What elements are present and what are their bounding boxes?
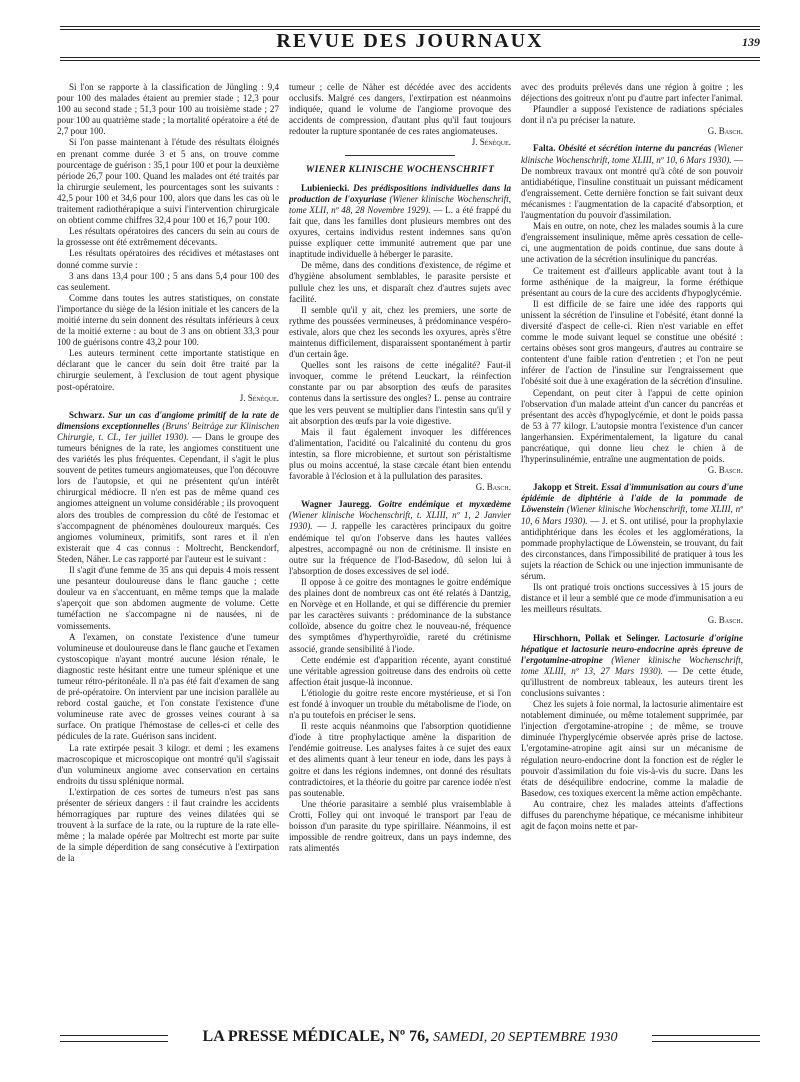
article-text: — J. rappelle les caractères principaux du goitre endémique tel qu'on l'observe dans les hautes vallées alpestres, accompagné ou non de crétinisme. Il insiste en outre sur la fréquence de l'Iod-Basedow, dû selon lui à l'absorption de doses excessives de sel iodé. (289, 521, 511, 576)
footer-rule-left (60, 1035, 168, 1042)
article-author: Jakopp et Streit. (533, 482, 599, 493)
article-author: Hirschhorn, Pollak et Selinger. (533, 632, 660, 643)
paragraph: Pfaundler a supposé l'existence de radiations spéciales dont il n'a pu préciser la nature. (521, 104, 743, 126)
paragraph: Comme dans toutes les autres statistiques, on constate l'importance du siège de la lésion initiale et les cancers de la moitié interne du sein donnent des résultats inférieurs à ceux de la moitié externe : au bout de 3 ans on obtient 33,3 pour 100 de guérisons contre 43,2 pour 100. (57, 292, 279, 348)
paragraph: De même, dans des conditions d'existence, de régime et d'hygiène absolument semblables, le parasite persiste et pullule chez les uns, et disparaît chez d'autres sujets avec facilité. (289, 260, 511, 304)
article-lubieniecki (289, 183, 511, 261)
footer-date: SAMEDI, 20 SEPTEMBRE 1930 (433, 1030, 618, 1045)
column-1 (57, 82, 279, 1027)
article-author: Lubieniecki. (301, 182, 350, 193)
author-signature: J. Sénèque. (471, 137, 511, 148)
author-signature: G. Basch. (475, 482, 511, 493)
article-wagner-jauregg (289, 499, 511, 577)
paragraph: Si l'on passe maintenant à l'étude des résultats éloignés en prenant comme durée 3 et 5 ans, on trouve comme pourcentage de guérison : 35,1 pour 100 et pour la deuxième période 26,7 pour 100. Quand les malades ont été traités par la chirurgie seulement, les pourcentages sont les suivants : 42,5 pour 100 et 34,6 pour 100, alors que dans les cas où le traitement radiothérapique a suivi l'intervention chirurgicale on obtient comme chiffres 32,4 pour 100 et 16,7 pour 100. (57, 137, 279, 226)
article-title: Essai d'immunisation au cours d'une épidémie de diphtérie à l'aide de la pommade de Löwenstein (521, 482, 743, 515)
footer-journal: LA PRESSE MÉDICALE, Nº 76, (202, 1028, 430, 1045)
section-heading: WIENER KLINISCHE WOCHENSCHRIFT (305, 163, 495, 175)
paragraph: Il est difficile de se faire une idée des rapports qui unissent la sécrétion de l'insuline et l'obésité, étant donné la diversité d'aspect de celle-ci. Rien n'est variable en effet comme le mode suivant lequel se constitue une obésité : certains obèses sont gros mangeurs, d'autres au contraire se contentent d'une faible ration d'entretien ; et l'on ne peut inférer de l'action de l'insuline sur l'engraissement que l'obésité soit due à une exagération de la sécrétion d'insuline. (521, 298, 743, 387)
paragraph: Il oppose à ce goitre des montagnes le goitre endémique des plaines dont de nombreux cas ont été relatés à Dantzig, en Norvège et en Hollande, et qui se différencie du premier par les caractères suivants : prédominance de la substance colloïde, absence du goitre chez le nouveau-né, fréquence des symptômes d'hyperthyroïdie, rareté du crétinisme associé, grande sensibilité à l'iode. (289, 576, 511, 654)
article-author: Wagner Jauregg. (301, 499, 372, 510)
article-falta (521, 143, 743, 221)
paragraph: Ce traitement est d'ailleurs applicable avant tout à la forme asthénique de la maigreur, la forme éréthique présentant au cours de la cure des accidents d'hypoglycémie. (521, 265, 743, 298)
article-journal: (Bruns' Beiträge zur Klinischen Chirurgie, t. CL, 1er juillet 1930). (57, 420, 279, 442)
article-hirschhorn (521, 633, 743, 700)
article-text: — J. et S. ont utilisé, pour la prophylaxie antidiphtérique dans les écoles et les agglomérations, la pommade prophylactique de Löwenstein, se trouvant, du fait des circonstances, dans l'impossibilité de pratiquer à tous les sujets la réaction de Schick ou une injection immunisante de sérum. (521, 515, 743, 582)
header-rule-top-1 (60, 26, 760, 27)
paragraph: A l'examen, on constate l'existence d'une tumeur volumineuse et douloureuse dans le flanc gauche et l'examen cystoscopique n'ayant montré aucune lésion rénale, le diagnostic reste hésitant entre une tumeur splénique et une tumeur rétro-péritonéale. Il n'a pas été fait d'examen de sang de pré-opératoire. On intervient par une incision parallèle au rebord costal gauche, et l'on constate l'existence d'une volumineuse rate avec de grosses veines courant à sa surface. On pratique l'hémostase de celles-ci et celle des pédicules de la rate. Guérison sans incident. (57, 631, 279, 742)
article-text: — L. a été frappé du fait que, dans les familles dont plusieurs membres ont des oxyures, certains individus restent indemnes sans qu'on puisse expliquer cette immunité autrement que par une inaptitude individuelle à héberger le parasite. (289, 204, 511, 260)
article-journal: (Wiener klinische Wochenschrift, tome XLIII, nº 10, 6 Mars 1930). (521, 504, 743, 526)
paragraph: Les résultats opératoires des récidives et métastases ont donné comme survie : (57, 248, 279, 270)
paragraph: Chez les sujets à foie normal, la lactosurie alimentaire est notablement diminuée, ou même totalement supprimée, par l'injection d'ergotamine-atropine ; de même, se trouve diminuée l'hyperglycémie observée après prise de lactose. L'ergotamine-atropine agit ainsi sur un mécanisme de régulation neuro-endocrine dont la fonction est de régler le pouvoir d'assimilation du foie vis-à-vis du sucre. Dans les états de déséquilibre endocrine, comme la maladie de Basedow, ces toxiques exercent la même action empêchante. (521, 699, 743, 798)
column-3 (521, 82, 743, 1027)
article-schwarz (57, 410, 279, 565)
paragraph: Il s'agit d'une femme de 35 ans qui depuis 4 mois ressent une pesanteur douloureuse dans le flanc gauche ; cette douleur va en s'accentuant, en même temps que la malade s'aperçoit que son abdomen augmente de volume. Cette tuméfaction ne s'accompagne ni de nausées, ni de vomissements. (57, 565, 279, 631)
section-divider (345, 155, 455, 156)
article-title: Des prédispositions individuelles dans la production de l'oxyuriase (289, 182, 511, 204)
paragraph: Ils ont pratiqué trois onctions successives à 15 jours de distance et il leur a semblé que ce mode d'immunisation a eu les meilleurs résultats. (521, 582, 743, 615)
paragraph: tumeur ; celle de Näher est décédée avec des accidents occlusifs. Malgré ces dangers, l'extirpation est néanmoins indiquée, quand le volume de l'angiome provoque des accidents de compression, d'autant plus qu'il faut toujours redouter la rupture spontanée de ces rates angiomateuses. (289, 82, 511, 137)
paragraph: Les auteurs terminent cette importante statistique en déclarant que le cancer du sein doit être traité par la chirurgie seulement, à l'exclusion de tout agent physique post-opératoire. (57, 348, 279, 392)
paragraph: Au contraire, chez les malades atteints d'affections diffuses du parenchyme hépatique, ce mécanisme inhibiteur agit de façon moins nette et par- (521, 798, 743, 832)
article-title: Sur un cas d'angiome primitif de la rate de dimensions exceptionnelles (57, 409, 279, 431)
paragraph: Cependant, on peut citer à l'appui de cette opinion l'observation d'un malade atteint d'un cancer du pancréas et présentant des accès d'hypoglycémie, et dont le poids passa de 53 à 77 kilogr. L'autopsie montra l'existence d'un cancer langerhansien. Expérimentalement, la ligature du canal pancréatique, qui donne lieu chez le chien à de l'hyperinsulinémie, entraîne une augmentation de poids. (521, 387, 743, 465)
paragraph: Il reste acquis néanmoins que l'absorption quotidienne d'iode à titre prophylactique amène la disparition de l'endémie goitreuse. Les analyses faites à ce sujet des eaux et des aliments quant à leur teneur en iode, dans les pays à goitre et dans les régions indemnes, ont donné des résultats contradictoires, et la théorie du goitre par carence iodée n'est pas soutenable. (289, 721, 511, 798)
article-text: — De cette étude, qu'illustrent de nombreux tableaux, les auteurs tirent les conclusions suivantes : (521, 665, 743, 698)
author-signature: J. Sénèque. (239, 392, 279, 403)
paragraph: Une théorie parasitaire a semblé plus vraisemblable à Crotti, Folley qui ont invoqué le transport par l'eau de boisson d'un parasite du type spirillaire. Néanmoins, il est impossible de rendre goitreux, dans un pays indemne, des rats alimentés (289, 798, 511, 854)
paragraph: Il semble qu'il y ait, chez les premiers, une sorte de rythme des poussées vermineuses, à prédominance vespéro-estivale, alors que chez les seconds les oxyures, après s'être maintenus difficilement, disparaissent spontanément à partir d'un certain âge. (289, 304, 511, 360)
paragraph: 3 ans dans 13,4 pour 100 ; 5 ans dans 5,4 pour 100 des cas seulement. (57, 270, 279, 292)
paragraph: La rate extirpée pesait 3 kilogr. et demi ; les examens macroscopique et microscopique ont montré qu'il s'agissait d'un volumineux angiome avec conservation en certains endroits du tissu splénique normal. (57, 742, 279, 786)
paragraph: Cette endémie est d'apparition récente, ayant constitué une véritable agression goitreuse dans des endroits où cette affection était jusque-là inconnue. (289, 654, 511, 687)
paragraph: Si l'on se rapporte à la classification de Jüngling : 9,4 pour 100 des malades étaient au premier stade ; 12,3 pour 100 au second stade ; 51,3 pour 100 au troisième stade ; 27 pour 100 au quatrième stade ; la mortalité opératoire a été de 2,7 pour 100. (57, 82, 279, 137)
paragraph: Les résultats opératoires des cancers du sein au cours de la grossesse ont été extrêmement décevants. (57, 226, 279, 248)
paragraph: Mais il faut également invoquer les différences d'alimentation, l'acidité ou l'alcalinité du contenu du gros intestin, sa flore microbienne, et surtout son péristaltisme plus ou moins accentué, la stase cæcale étant bien entendu favorable à l'éclosion et à la pullulation des parasites. (289, 426, 511, 482)
article-text: — De nombreux travaux ont montré qu'à côté de son pouvoir antidiabétique, l'insuline constituait un puissant médicament d'engraissement. Cette dernière fonction se fait suivant deux mécanismes : l'augmentation de la capacité d'absorption, et l'augmentation du pouvoir d'assimilation. (521, 154, 743, 221)
article-title: Lactosurie d'origine hépatique et lactosurie neuro-endocrine après épreuve de l'ergotamine-atropine (521, 632, 743, 665)
article-journal: (Wiener klinische Wochenschrift, tome XLIII, nº 10, 6 Mars 1930). (521, 143, 743, 165)
paragraph: Quelles sont les raisons de cette inégalité? Faut-il invoquer, comme le prétend Leuckart, la réinfection constante par ou par absorption des œufs de parasites contenus dans la sertissure des ongles? L. pense au contraire que les vers peuvent se multiplier dans l'intestin sans qu'il y ait absorption des œufs par la voie digestive. (289, 360, 511, 426)
article-title: Obésité et sécrétion interne du pancréas (558, 143, 712, 154)
page-header (60, 26, 760, 66)
page-number: 139 (742, 35, 760, 49)
author-signature: G. Basch. (707, 615, 743, 626)
header-rule-bottom-1 (60, 57, 760, 58)
article-jakopp-streit (521, 482, 743, 582)
article-author: Falta. (533, 143, 556, 154)
author-signature: G. Basch. (707, 465, 743, 476)
article-title: Goitre endémique et myxœdème (378, 499, 511, 510)
article-journal: (Wiener klinische Wochenschrift, t. XLIII, nº 1, 2 Janvier 1930). (289, 510, 511, 532)
header-rule-bottom-2 (60, 60, 760, 61)
article-text: — Dans le groupe des tumeurs bénignes de la rate, les angiomes constituent une des variétés les plus fréquentes. Cependant, il s'agit le plus souvent de petites tumeurs angiomateuses, que l'on découvre lors de l'autopsie, et qui ne présentent qu'un intérêt chirurgical médiocre. Il n'en est pas de même quand ces angiomes atteignent un volume considérable ; ils provoquent alors des troubles de compression du côté de l'estomac et s'accompagnent de phénomènes douloureux marqués. Ces angiomes volumineux, primitifs, sont rares et il n'en existerait que 4 cas connus : Moltrecht, Benckendorf, Steden, Näher. Le cas rapporté par l'auteur est le suivant : (57, 431, 279, 564)
paragraph: avec des produits prélevés dans une région à goitre ; les déjections des goitreux n'ont pu d'autre part infecter l'animal. (521, 82, 743, 104)
page-footer (60, 1028, 760, 1050)
paragraph: L'étiologie du goitre reste encore mystérieuse, et si l'on est fondé à invoquer un trouble du métabolisme de l'iode, on n'a pu toutefois en préciser le sens. (289, 687, 511, 721)
footer-rule-right (652, 1035, 760, 1042)
article-journal: (Wiener klinische Wochenschrift, tome XLII, nº 48, 28 Novembre 1929). (289, 193, 511, 215)
author-signature: G. Basch. (707, 126, 743, 137)
article-journal: (Wiener klinische Wochenschrift, tome XLIII, nº 13, 27 Mars 1930). (521, 654, 743, 676)
paragraph: Mais en outre, on note, chez les malades soumis à la cure d'engraissement insulinique, même après cessation de celle-ci, une augmentation de poids continue, due sans doute à une activation de la sécrétion insulinique du pancréas. (521, 221, 743, 265)
column-2 (289, 82, 511, 1027)
running-title: REVUE DES JOURNAUX (276, 30, 544, 52)
paragraph: L'extirpation de ces sortes de tumeurs n'est pas sans présenter de sérieux dangers : il faut craindre les accidents hémorragiques par rupture des veines dilatées qui se trouvent à la surface de la rate, ou la rupture de la rate elle-même ; la malade opérée par Moltrecht est morte par suite de la simple déperdition de sang consécutive à l'extirpation de la (57, 786, 279, 864)
footer-journal-line (170, 1028, 650, 1046)
article-author: Schwarz. (69, 409, 105, 420)
